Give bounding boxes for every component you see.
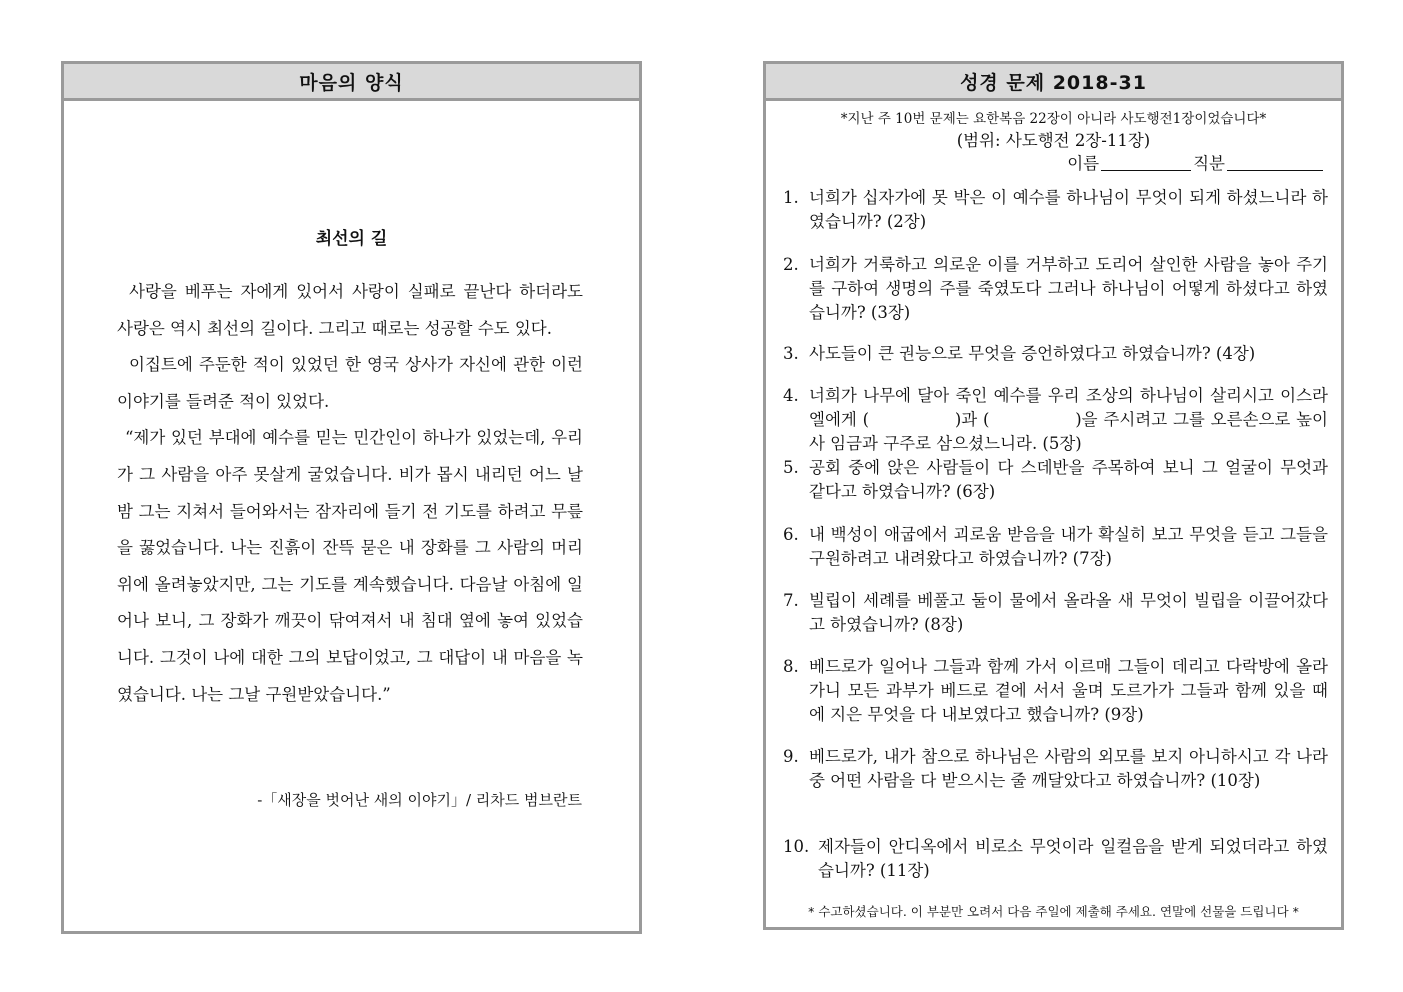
question-number: 3. — [783, 344, 799, 363]
question-number: 1. — [783, 188, 799, 207]
question-item — [783, 589, 1328, 637]
question-item — [783, 745, 1328, 793]
question-item — [783, 835, 1328, 883]
question-number: 10. — [783, 837, 810, 856]
quiz-range: (범위: 사도행전 2장-11장) — [956, 131, 1151, 150]
essay-title: 최선의 길 — [315, 229, 388, 249]
question-text: 너희가 십자가에 못 박은 이 예수를 하나님이 무엇이 되게 하셨느니라 하였습니까? (2장) — [809, 188, 1328, 231]
question-text: 빌립이 세례를 베풀고 둘이 물에서 올라올 새 무엇이 빌립을 이끌어갔다고 하였습니까? (8장) — [809, 591, 1328, 634]
question-item — [783, 456, 1328, 504]
question-number: 6. — [783, 525, 799, 544]
question-text: 공회 중에 앉은 사람들이 다 스데반을 주목하여 보니 그 얼굴이 무엇과 같다고 하였습니까? (6장) — [809, 458, 1328, 501]
essay-paragraph: 사랑을 베푸는 자에게 있어서 사랑이 실패로 끝난다 하더라도 사랑은 역시 최선의 길이다. 그리고 때로는 성공할 수도 있다. — [117, 282, 583, 338]
devotional-panel — [61, 61, 642, 934]
question-number: 9. — [783, 747, 799, 766]
question-item — [783, 384, 1328, 456]
essay-body — [117, 274, 583, 713]
name-position-fields — [1067, 150, 1325, 174]
question-item — [783, 253, 1328, 325]
position-blank[interactable] — [1227, 154, 1323, 171]
question-number: 5. — [783, 458, 799, 477]
question-text: 베드로가 일어나 그들과 함께 가서 이르매 그들이 데리고 다락방에 올라가니 모든 과부가 베드로 곁에 서서 울며 도르가가 그들과 함께 있을 때에 지은 무엇을 다 내보였다고 했습니까? (9장) — [809, 657, 1328, 724]
question-text: 제자들이 안디옥에서 비로소 무엇이라 일컬음을 받게 되었더라고 하였습니까? (11장) — [818, 837, 1328, 880]
question-text: 베드로가, 내가 참으로 하나님은 사람의 외모를 보지 아니하시고 각 나라 중 어떤 사람을 다 받으시는 줄 깨달았다고 하였습니까? (10장) — [809, 747, 1328, 790]
essay-source: -「새장을 벗어난 새의 이야기」/ 리차드 범브란트 — [257, 791, 582, 809]
question-item — [783, 186, 1328, 234]
position-label: 직분 — [1193, 154, 1225, 173]
name-label: 이름 — [1067, 154, 1100, 173]
devotional-header: 마음의 양식 — [64, 64, 639, 101]
essay-quote: “제가 있던 부대에 예수를 믿는 민간인이 하나가 있었는데, 우리가 그 사람을 아주 못살게 굴었습니다. 비가 몹시 내리던 어느 날 밤 그는 지쳐서 들어와서는 잠자리에 들기 전 기도를 하려고 무릎을 꿇었습니다. 나는 진흙이 잔뜩 묻은 내 장화를 그 사람의 머리 위에 올려놓았지만, 그는 기도를 계속했습니다. 다음날 아침에 일어나 보니, 그 장화가 깨끗이 닦여져서 내 침대 옆에 놓여 있었습니다. 그것이 나에 대한 그의 보답이었고, 그 대답이 내 마음을 녹였습니다. 나는 그날 구원받았습니다.” — [117, 428, 583, 704]
question-text: 사도들이 큰 권능으로 무엇을 증언하였다고 하였습니까? (4장) — [809, 344, 1256, 363]
question-text: 너희가 나무에 달아 죽인 예수를 우리 조상의 하나님이 살리시고 이스라엘에게 ( )과 ( )을 주시려고 그를 오른손으로 높이사 임금과 구주로 삼으셨느니라. (5장) — [809, 386, 1328, 453]
question-item — [783, 655, 1328, 727]
question-item — [783, 523, 1328, 571]
question-number: 2. — [783, 255, 799, 274]
name-blank[interactable] — [1101, 154, 1191, 171]
essay-paragraph: 이집트에 주둔한 적이 있었던 한 영국 상사가 자신에 관한 이런 이야기를 들려준 적이 있었다. — [117, 355, 583, 411]
question-text: 내 백성이 애굽에서 괴로움 받음을 내가 확실히 보고 무엇을 듣고 그들을 구원하려고 내려왔다고 하였습니까? (7장) — [809, 525, 1328, 568]
question-item — [783, 342, 1328, 366]
question-number: 7. — [783, 591, 799, 610]
bible-quiz-panel — [763, 61, 1344, 930]
question-number: 4. — [783, 386, 799, 405]
correction-notice: *지난 주 10번 문제는 요한복음 22장이 아니라 사도행전1장이었습니다* — [840, 111, 1267, 127]
question-text: 너희가 거룩하고 의로운 이를 거부하고 도리어 살인한 사람을 놓아 주기를 구하여 생명의 주를 죽였도다 그러나 하나님이 어떻게 하셨다고 하였습니까? (3장) — [809, 255, 1328, 322]
quiz-header: 성경 문제 2018-31 — [766, 64, 1341, 101]
question-number: 8. — [783, 657, 799, 676]
submission-note: * 수고하셨습니다. 이 부분만 오려서 다음 주일에 제출해 주세요. 연말에 선물을 드립니다 * — [808, 904, 1299, 919]
